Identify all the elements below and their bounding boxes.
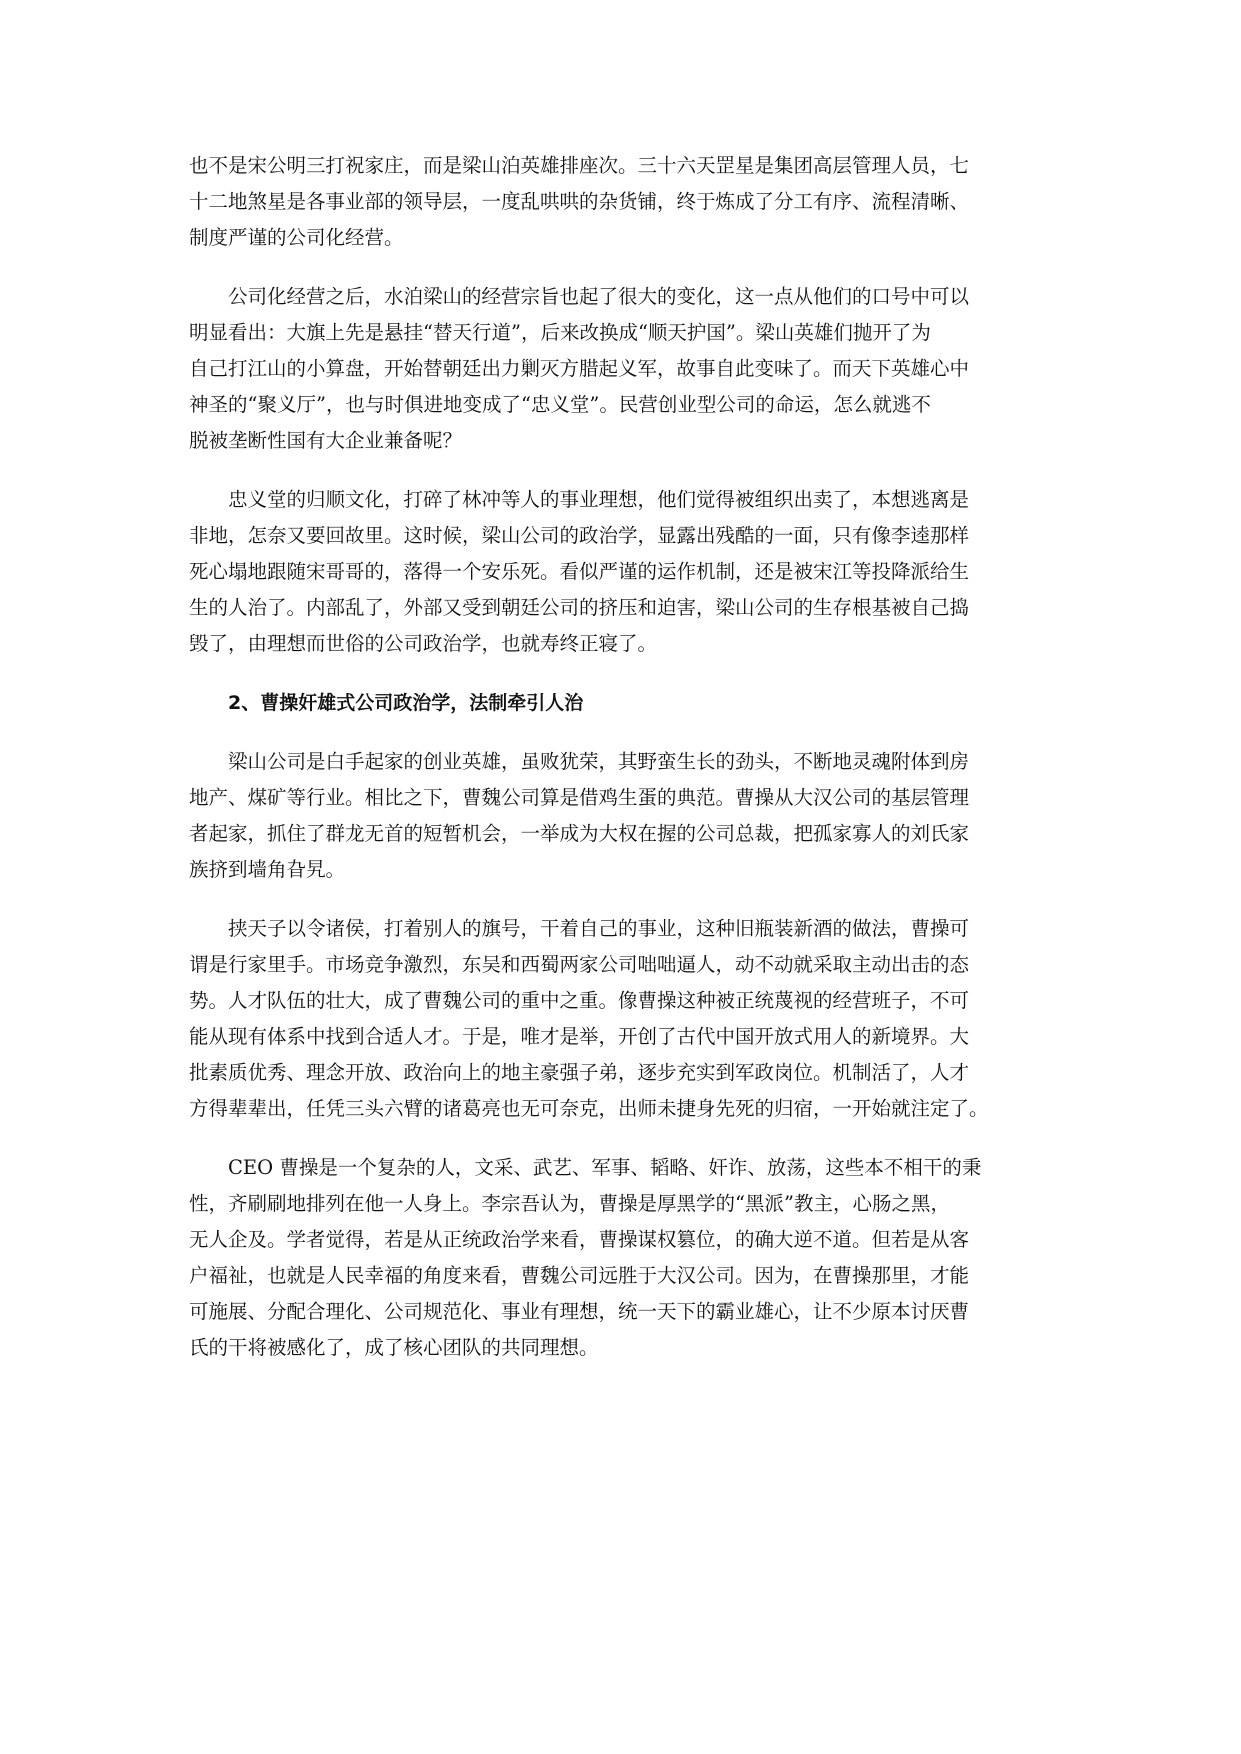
text-line: 神圣的“聚义厅”，也与时俱进地变成了“忠义堂”。民营创业型公司的命运，怎么就逃不 (189, 393, 931, 416)
paragraph-liangshan-ranking (189, 148, 1065, 256)
text-line: 也不是宋公明三打祝家庄，而是梁山泊英雄排座次。三十六天罡星是集团高层管理人员，七 (189, 154, 970, 177)
paragraph-caowei-company (189, 744, 1065, 888)
paragraph-corporate-operation (189, 279, 1065, 459)
text-line: 方得辈辈出，任凭三头六臂的诸葛亮也无可奈克，出师未捷身先死的归宿，一开始就注定了。 (189, 1097, 989, 1120)
text-line: 族挤到墙角旮旯。 (189, 858, 346, 881)
text-line: 户福祉，也就是人民幸福的角度来看，曹魏公司远胜于大汉公司。因为，在曹操那里，才能 (189, 1264, 970, 1287)
text-line: 性，齐刷刷地排列在他一人身上。李宗吾认为，曹操是厚黑学的“黑派”教主，心肠之黑， (189, 1192, 950, 1215)
paragraph-ceo-caocao (189, 1150, 1065, 1366)
text-line: 死心塌地跟随宋哥哥的，落得一个安乐死。看似严谨的运作机制，还是被宋江等投降派给生 (189, 560, 970, 583)
text-line: 自己打江山的小算盘，开始替朝廷出力剿灭方腊起义军，故事自此变味了。而天下英雄心中 (189, 357, 970, 380)
section-heading: 2、曹操奸雄式公司政治学，法制牵引人治 (228, 692, 584, 714)
text-line: 批素质优秀、理念开放、政治向上的地主豪强子弟，逐步充实到军政岗位。机制活了，人才 (189, 1061, 970, 1084)
text-line: 忠义堂的归顺文化，打碎了林冲等人的事业理想，他们觉得被组织出卖了，本想逃离是 (228, 488, 970, 511)
text-line: 毁了，由理想而世俗的公司政治学，也就寿终正寝了。 (189, 632, 658, 655)
text-line: 能从现有体系中找到合适人才。于是，唯才是举，开创了古代中国开放式用人的新境界。大 (189, 1025, 970, 1048)
text-line: 地产、煤矿等行业。相比之下，曹魏公司算是借鸡生蛋的典范。曹操从大汉公司的基层管理 (189, 786, 970, 809)
text-line: 可施展、分配合理化、公司规范化、事业有理想，统一天下的霸业雄心，让不少原本讨厌曹 (189, 1300, 970, 1323)
text-line: 公司化经营之后，水泊梁山的经营宗旨也起了很大的变化，这一点从他们的口号中可以 (228, 285, 970, 308)
text-line: 者起家，抓住了群龙无首的短暂机会，一举成为大权在握的公司总裁，把孤家寡人的刘氏家 (189, 822, 970, 845)
text-line: 无人企及。学者觉得，若是从正统政治学来看，曹操谋权篡位，的确大逆不道。但若是从客 (189, 1228, 970, 1251)
text-line: 势。人才队伍的壮大，成了曹魏公司的重中之重。像曹操这种被正统蔑视的经营班子，不可 (189, 989, 970, 1012)
paragraph-loyalty-hall (189, 482, 1065, 662)
paragraph-talent-recruitment (189, 911, 1065, 1127)
text-line: 脱被垄断性国有大企业兼备呢？ (189, 429, 463, 452)
text-line: 生的人治了。内部乱了，外部又受到朝廷公司的挤压和迫害，梁山公司的生存根基被自己捣 (189, 596, 970, 619)
text-line: 制度严谨的公司化经营。 (189, 226, 404, 249)
text-line: CEO 曹操是一个复杂的人，文采、武艺、军事、韬略、奸诈、放荡，这些本不相干的秉 (228, 1156, 982, 1179)
text-line: 十二地煞星是各事业部的领导层，一度乱哄哄的杂货铺，终于炼成了分工有序、流程清晰、 (189, 190, 970, 213)
text-line: 挟天子以令诸侯，打着别人的旗号，干着自己的事业，这种旧瓶装新酒的做法，曹操可 (228, 917, 970, 940)
text-line: 谓是行家里手。市场竞争激烈，东吴和西蜀两家公司咄咄逼人，动不动就采取主动出击的态 (189, 953, 970, 976)
text-line: 梁山公司是白手起家的创业英雄，虽败犹荣，其野蛮生长的劲头，不断地灵魂附体到房 (228, 750, 970, 773)
text-line: 非地，怎奈又要回故里。这时候，梁山公司的政治学，显露出残酷的一面，只有像李逵那样 (189, 524, 970, 547)
text-line: 明显看出：大旗上先是悬挂“替天行道”，后来改换成“顺天护国”。梁山英雄们抛开了为 (189, 321, 931, 344)
text-line: 氏的干将被感化了，成了核心团队的共同理想。 (189, 1336, 599, 1359)
document-body (189, 148, 1065, 1389)
